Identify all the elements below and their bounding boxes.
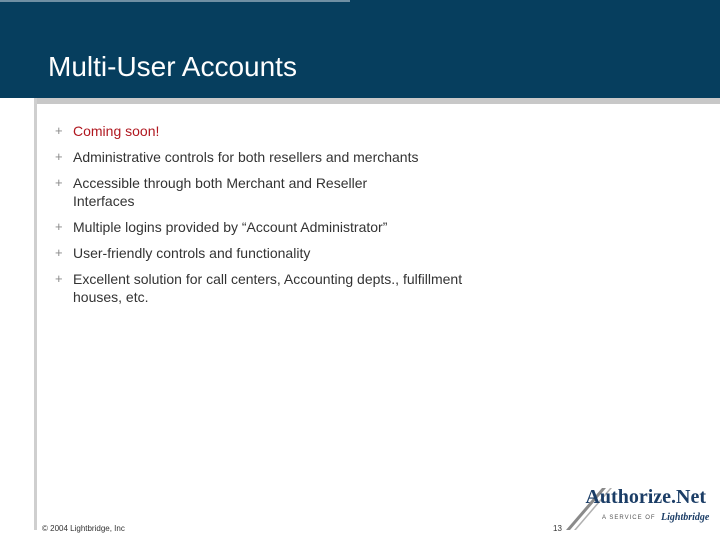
bullet-marker: + (55, 219, 63, 234)
authorize-net-logo (566, 486, 716, 530)
header-divider (34, 98, 720, 104)
bullet-item (55, 218, 485, 236)
bullet-item (55, 270, 473, 306)
bullet-text: Coming soon! (73, 123, 160, 139)
bullet-text: User-friendly controls and functionality (73, 245, 311, 261)
bullet-marker: + (55, 123, 63, 138)
bullet-text: Multiple logins provided by “Account Administrator” (73, 219, 388, 235)
title-bar (0, 0, 720, 98)
bullet-text: Accessible through both Merchant and Reseller Interfaces (73, 175, 368, 209)
footer-copyright: © 2004 Lightbridge, Inc (42, 524, 125, 533)
page-number: 13 (553, 524, 562, 533)
slide-title: Multi-User Accounts (48, 51, 297, 82)
bullet-marker: + (55, 245, 63, 260)
bullet-text: Excellent solution for call centers, Accounting depts., fulfillment houses, etc. (73, 271, 463, 305)
bullet-list (55, 122, 485, 314)
bullet-marker: + (55, 149, 63, 164)
left-margin-bar (34, 98, 37, 530)
logo-brand: Lightbridge (661, 512, 710, 523)
bullet-item (55, 174, 423, 210)
logo-wordmark: Authorize.Net (585, 486, 706, 508)
bullet-item (55, 148, 485, 166)
bullet-text: Administrative controls for both resellers and merchants (73, 149, 419, 165)
bullet-item (55, 122, 485, 140)
bullet-item (55, 244, 485, 262)
header-accent-line (0, 0, 350, 2)
logo-tagline: A SERVICE OF (602, 515, 656, 521)
bullet-marker: + (55, 271, 63, 286)
bullet-marker: + (55, 175, 63, 190)
